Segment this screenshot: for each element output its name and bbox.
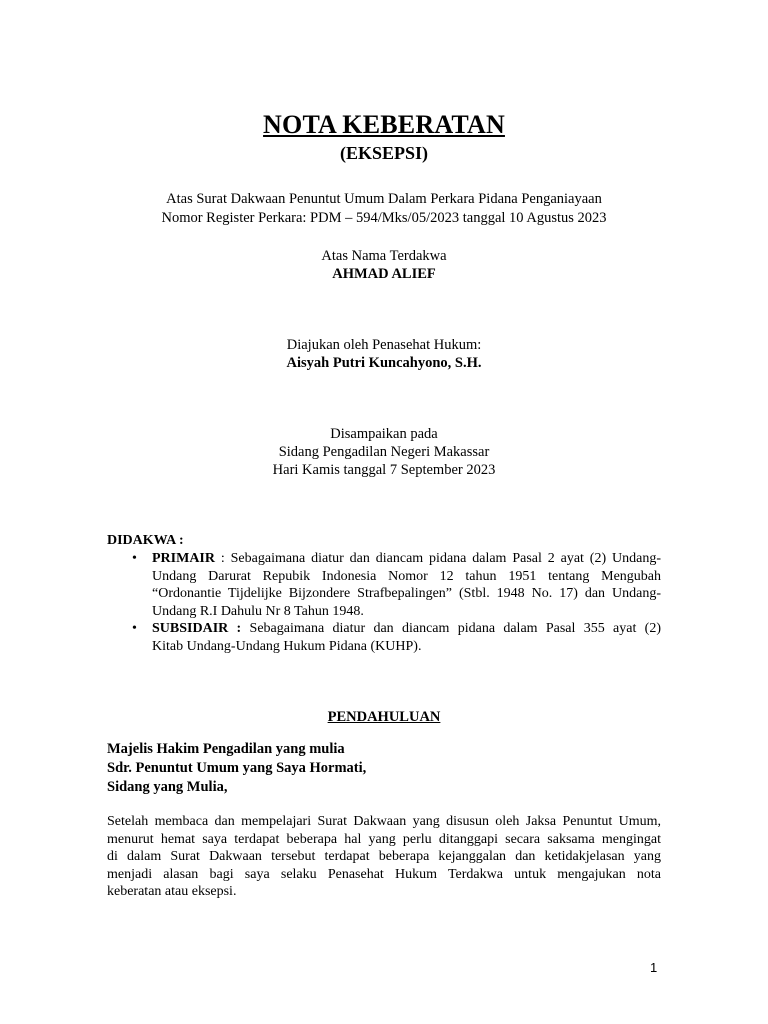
paragraph-line-1: Setelah membaca dan mempelajari Surat Dakwaan yang disusun oleh Jaksa Penuntut Umum, [107,814,661,829]
delivery-court: Sidang Pengadilan Negeri Makassar [278,444,490,460]
counsel-label: Diajukan oleh Penasehat Hukum: [286,337,482,353]
charge-primary [107,550,661,620]
bullet-icon: • [132,621,137,637]
defendant-label: Atas Nama Terdakwa [321,248,447,264]
document-subtitle: (EKSEPSI) [339,143,429,163]
charge-secondary-line-1: SUBSIDAIR : Sebagaimana diatur dan diancam pidana dalam Pasal 355 ayat (2) [152,621,661,637]
section-heading: PENDAHULUAN [327,709,441,725]
bullet-icon: • [132,551,137,566]
charge-primary-line-1: PRIMAIR : Sebagaimana diatur dan diancam pidana dalam Pasal 2 ayat (2) Undang- [152,551,661,566]
paragraph-line-3: di dalam Surat Dakwaan tersebut terdapat beberapa kejanggalan dan ketidakjelasan yang [107,849,661,865]
intro-paragraph [107,813,661,901]
paragraph-line-4: menjadi alasan bagi saya selaku Penasehat Hukum Terdakwa untuk mengajukan nota [107,866,661,882]
charge-primary-line-4: Undang R.I Dahulu Nr 8 Tahun 1948. [152,603,364,619]
charges-list [107,550,661,656]
page-number: 1 [650,960,658,975]
delivery-label: Disampaikan pada [330,426,438,442]
counsel-name: Aisyah Putri Kuncahyono, S.H. [286,355,482,371]
document-title: NOTA KEBERATAN [263,110,505,139]
greeting-line-1: Majelis Hakim Pengadilan yang mulia [107,741,345,757]
greeting-line-3: Sidang yang Mulia, [107,779,228,795]
charge-primary-line-2: Undang Darurat Repubik Indonesia Nomor 12 tahun 1951 tentang Mengubah [152,568,661,584]
charge-secondary-label: SUBSIDAIR : [152,621,242,637]
defendant-name: AHMAD ALIEF [332,266,436,282]
charge-primary-label: PRIMAIR [152,551,215,566]
delivery-date: Hari Kamis tanggal 7 September 2023 [272,462,496,478]
charges-heading: DIDAKWA : [107,533,184,548]
charge-primary-line-3: “Ordonantie Tijdelijke Bijzondere Strafbepalingen” (Stbl. 1948 No. 17) dan Undang- [152,586,661,602]
charge-secondary-line-2: Kitab Undang-Undang Hukum Pidana (KUHP). [152,638,422,654]
charge-secondary [107,620,661,655]
paragraph-line-2: menurut hemat saya terdapat beberapa hal yang perlu ditanggapi secara saksama mengingat [107,831,661,847]
greeting-block [107,740,366,797]
paragraph-line-5: keberatan atau eksepsi. [107,884,237,900]
greeting-line-2: Sdr. Penuntut Umum yang Saya Hormati, [107,760,367,776]
charge-primary-separator: : [215,551,231,566]
intro-line-2: Nomor Register Perkara: PDM – 594/Mks/05/2023 tanggal 10 Agustus 2023 [161,210,607,226]
intro-line-1: Atas Surat Dakwaan Penuntut Umum Dalam Perkara Pidana Penganiayaan [166,191,602,207]
